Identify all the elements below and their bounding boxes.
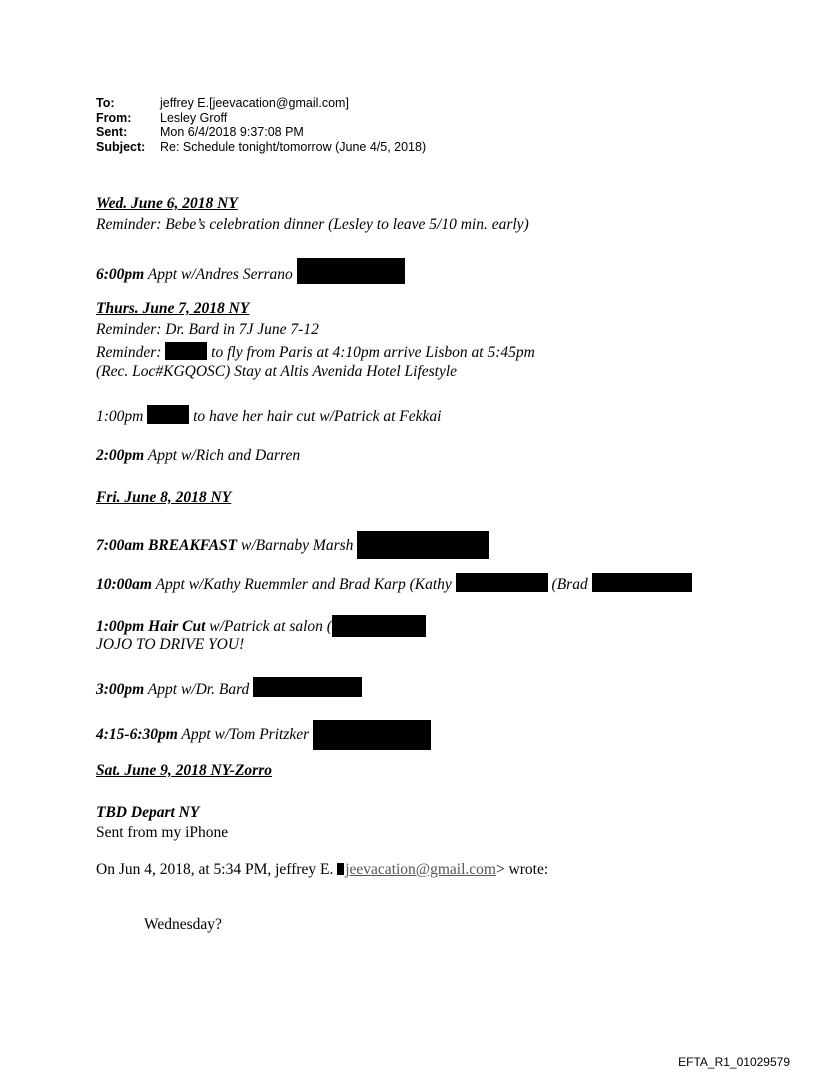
fri-1000-time: 10:00am [96, 576, 152, 593]
thu-reminder-2 [96, 342, 535, 362]
fri-415-time: 4:15-6:30pm [96, 726, 178, 743]
fri-415-text: Appt w/Tom Pritzker [177, 726, 314, 743]
fri-700-time: 7:00am BREAKFAST [96, 537, 238, 554]
fri-300-text: Appt w/Dr. Bard [144, 681, 254, 698]
fri-100-text: w/Patrick at salon ( [205, 618, 332, 635]
wed-600-time: 6:00pm [96, 266, 145, 283]
sat-heading-text: Sat. June 9, 2018 NY-Zorro [96, 762, 272, 779]
redaction-block [165, 342, 207, 360]
redaction-block [332, 615, 426, 637]
thu-appt-200 [96, 447, 300, 465]
thu-appt-100 [96, 405, 441, 426]
fri-1000-text: Appt w/Kathy Ruemmler and Brad Karp (Kathy [151, 576, 456, 593]
thu-heading-text: Thurs. June 7, 2018 NY [96, 300, 250, 317]
subject-label: Subject: [96, 139, 146, 154]
thu-reminder-2-start: Reminder: [96, 344, 166, 361]
fri-300-time: 3:00pm [96, 681, 145, 698]
fri-1000-brad: (Brad [547, 576, 592, 593]
redaction-block [357, 531, 489, 559]
thu-100-text: to have her hair cut w/Patrick at Fekkai [189, 408, 442, 425]
from-row [96, 111, 426, 126]
redaction-block [253, 677, 362, 697]
wed-heading [96, 195, 238, 213]
redaction-block [592, 573, 692, 592]
from-label: From: [96, 110, 132, 125]
fri-100-time: 1:00pm Hair Cut [96, 618, 206, 635]
redaction-block [456, 573, 548, 592]
signature: Sent from my iPhone [96, 824, 229, 841]
subject-value: Re: Schedule tonight/tomorrow (June 4/5, 2018) [160, 139, 427, 154]
thu-100-time: 1:00pm [96, 408, 148, 425]
quote-intro [96, 861, 548, 879]
quote-suffix: > wrote: [495, 861, 549, 878]
fri-appt-700 [96, 531, 489, 559]
email-header [96, 96, 426, 154]
fri-heading-text: Fri. June 8, 2018 NY [96, 489, 232, 506]
fri-700-text: w/Barnaby Marsh [237, 537, 358, 554]
to-row [96, 96, 426, 111]
thu-reminder-3: (Rec. Loc#KGQOSC) Stay at Altis Avenida Hotel Lifestyle [96, 363, 458, 380]
tbd-depart: TBD Depart NY [96, 804, 200, 821]
quote-intro-text: On Jun 4, 2018, at 5:34 PM, jeffrey E. [96, 861, 338, 878]
wed-appt-600 [96, 258, 405, 284]
redaction-block [147, 405, 189, 424]
thu-200-text: Appt w/Rich and Darren [144, 447, 301, 464]
fri-appt-415 [96, 720, 431, 750]
subject-row [96, 140, 426, 155]
wed-heading-text: Wed. June 6, 2018 NY [96, 195, 238, 212]
thu-reminder-2-end: to fly from Paris at 4:10pm arrive Lisbon at 5:45pm [207, 344, 535, 361]
fri-appt-300 [96, 677, 362, 699]
sent-label: Sent: [96, 125, 128, 139]
fri-appt-100 [96, 615, 426, 637]
wed-reminder: Reminder: Bebe’s celebration dinner (Lesley to leave 5/10 min. early) [96, 216, 529, 233]
from-value: Lesley Groff [160, 110, 228, 125]
thu-200-time: 2:00pm [96, 447, 145, 464]
sat-heading [96, 762, 272, 780]
redaction-block [313, 720, 431, 750]
quoted-message: Wednesday? [144, 916, 222, 933]
redaction-block [297, 258, 405, 284]
thu-reminder-1: Reminder: Dr. Bard in 7J June 7-12 [96, 321, 319, 338]
document-id: EFTA_R1_01029579 [678, 1055, 790, 1069]
thu-heading [96, 300, 249, 318]
to-label: To: [96, 96, 115, 110]
sent-row [96, 125, 426, 140]
fri-heading [96, 489, 231, 507]
to-value: jeffrey E.[jeevacation@gmail.com] [160, 96, 349, 110]
redaction-block [337, 863, 344, 875]
quote-email-link[interactable]: jeevacation@gmail.com [345, 861, 496, 878]
fri-appt-1000 [96, 573, 692, 594]
wed-600-text: Appt w/Andres Serrano [144, 266, 297, 283]
fri-jojo: JOJO TO DRIVE YOU! [96, 636, 245, 653]
sent-value: Mon 6/4/2018 9:37:08 PM [160, 125, 304, 139]
